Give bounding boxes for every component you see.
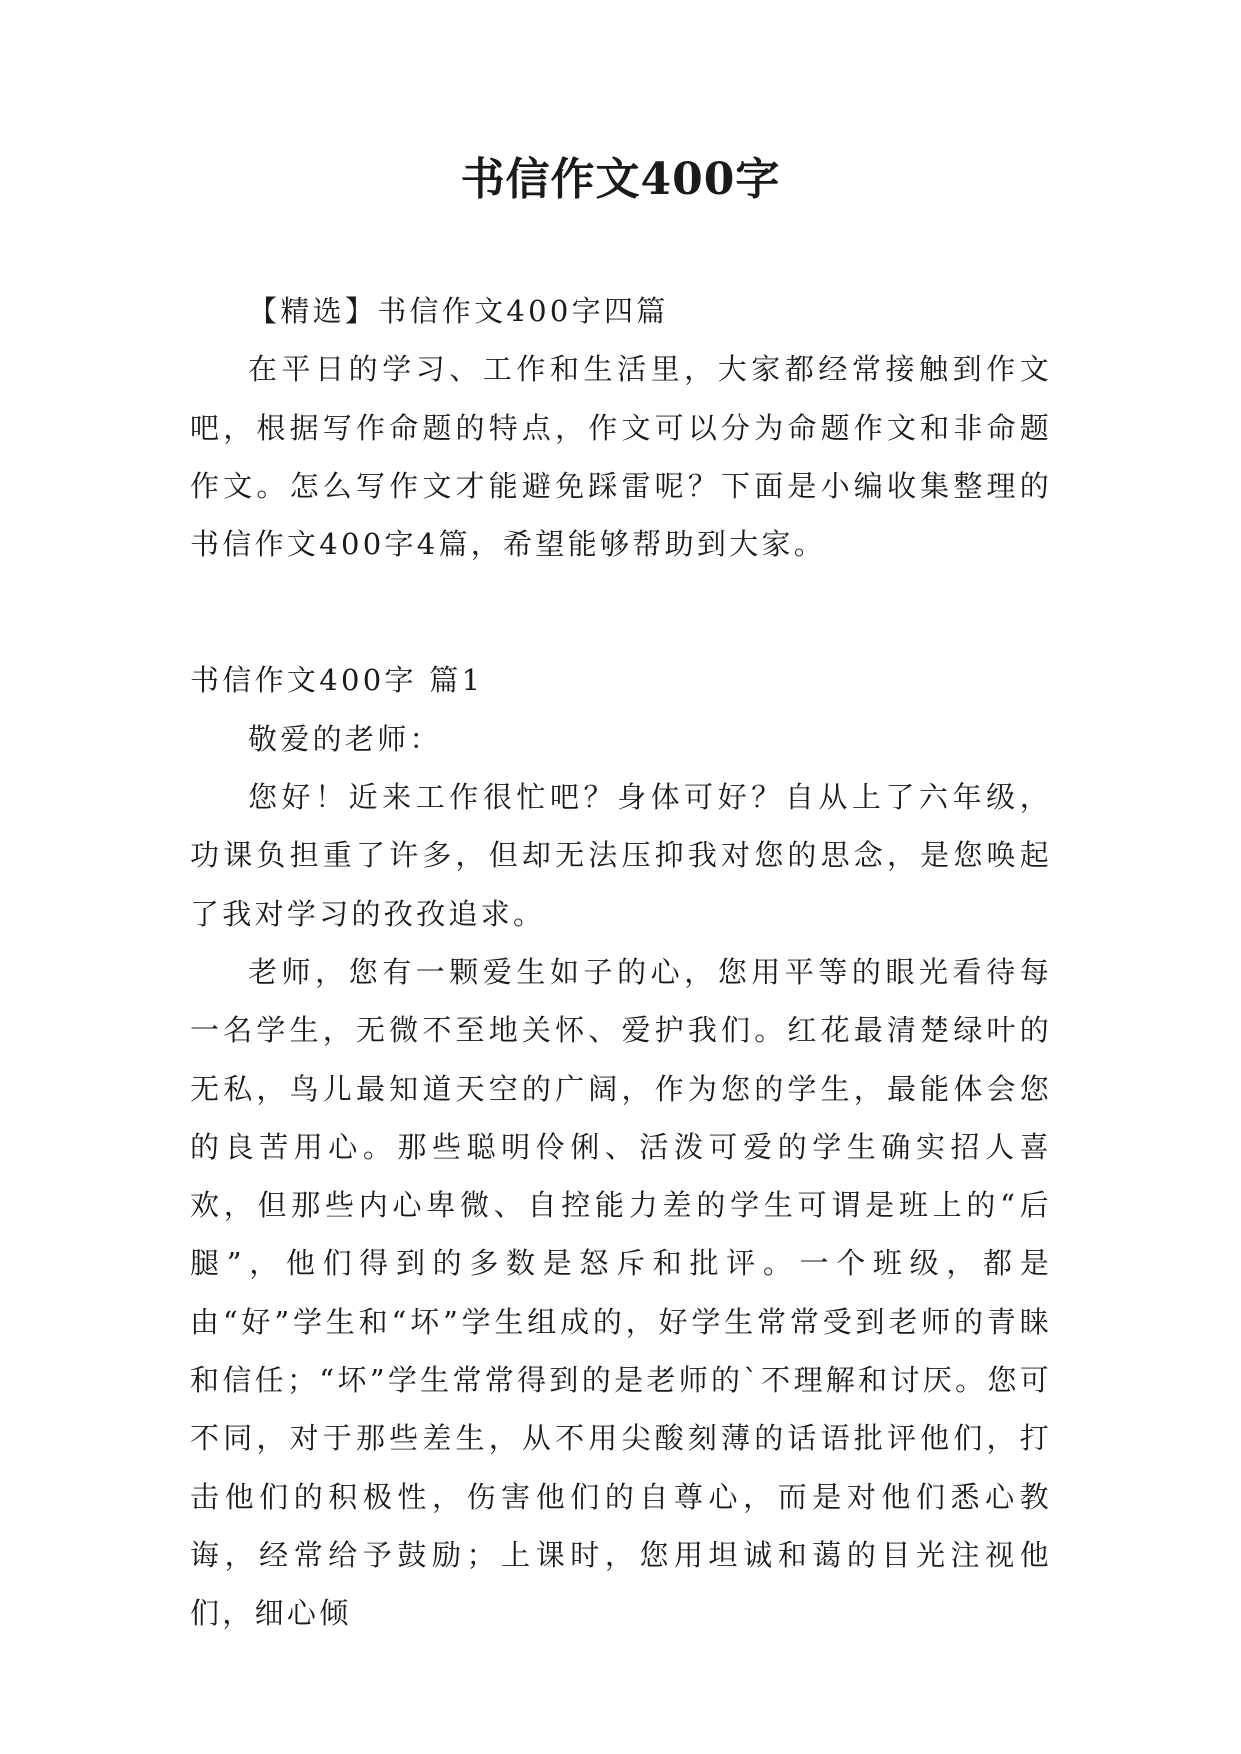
section-heading: 书信作文400字 篇1 <box>190 663 484 698</box>
intro-paragraph: 在平日的学习、工作和生活里，大家都经常接触到作文吧，根据写作命题的特点，作文可以分为命题作文和非命题作文。怎么写作文才能避免踩雷呢？下面是小编收集整理的书信作文400字4篇，希望能够帮助到大家。 <box>190 352 1052 562</box>
document-body <box>190 282 1052 1643</box>
document-title: 书信作文400字 <box>460 154 781 205</box>
intro-heading: 【精选】书信作文400字四篇 <box>248 294 669 328</box>
letter-paragraph: 您好！近来工作很忙吧？身体可好？自从上了六年级，功课负担重了许多，但却无法压抑我对您的思念，是您唤起了我对学习的孜孜追求。 <box>190 780 1052 931</box>
letter-paragraph: 老师，您有一颗爱生如子的心，您用平等的眼光看待每一名学生，无微不至地关怀、爱护我们。红花最清楚绿叶的无私，鸟儿最知道天空的广阔，作为您的学生，最能体会您的良苦用心。那些聪明伶俐、活泼可爱的学生确实招人喜欢，但那些内心卑微、自控能力差的学生可谓是班上的“后腿”，他们得到的多数是怒斥和批评。一个班级，都是由“好”学生和“坏”学生组成的，好学生常常受到老师的青睐和信任；“坏”学生常常得到的是老师的`不理解和讨厌。您可不同，对于那些差生，从不用尖酸刻薄的话语批评他们，打击他们的积极性，伤害他们的自尊心，而是对他们悉心教诲，经常给予鼓励；上课时，您用坦诚和蔼的目光注视他们，细心倾 <box>190 954 1052 1631</box>
letter-salutation: 敬爱的老师： <box>248 721 442 756</box>
section-spacer <box>190 573 1052 651</box>
